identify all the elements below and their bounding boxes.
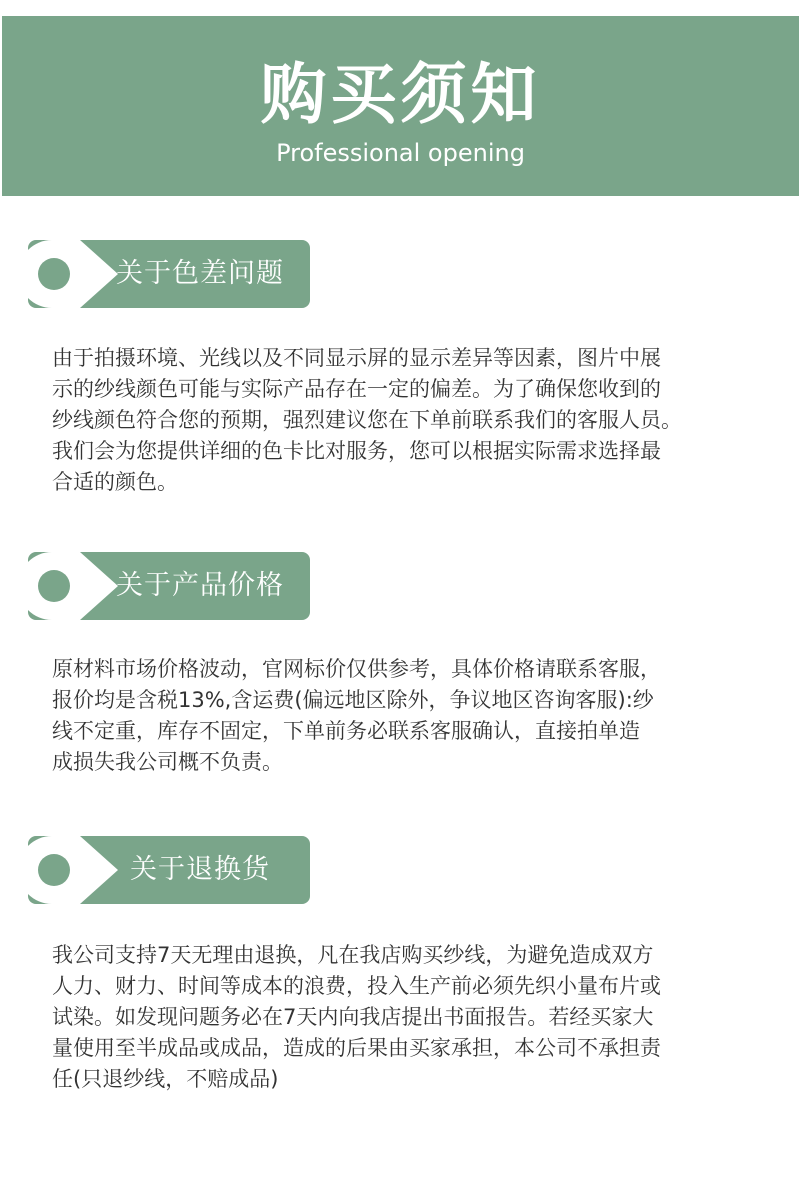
- circle-bullet-icon: [38, 854, 70, 886]
- section-heading-price: [18, 552, 310, 622]
- text-line: 合适的颜色。: [52, 470, 178, 494]
- text-line: 人力、财力、时间等成本的浪费，投入生产前必须先织小量布片或: [52, 974, 661, 998]
- text-line: 由于拍摄环境、光线以及不同显示屏的显示差异等因素，图片中展: [52, 346, 661, 370]
- text-line: 纱线颜色符合您的预期，强烈建议您在下单前联系我们的客服人员。: [52, 408, 682, 432]
- circle-bullet-icon: [38, 258, 70, 290]
- text-line: 我公司支持7天无理由退换，凡在我店购买纱线，为避免造成双方: [52, 943, 654, 967]
- section-heading-color-difference: [18, 240, 310, 310]
- text-line: 原材料市场价格波动，官网标价仅供参考，具体价格请联系客服，: [52, 657, 661, 681]
- circle-bullet-icon: [38, 570, 70, 602]
- text-line: 示的纱线颜色可能与实际产品存在一定的偏差。为了确保您收到的: [52, 377, 661, 401]
- section-heading-label: 关于色差问题: [116, 258, 284, 289]
- section-body-price: [52, 654, 762, 778]
- text-line: 量使用至半成品或成品，造成的后果由买家承担，本公司不承担责: [52, 1036, 661, 1060]
- section-body-returns: [52, 940, 762, 1095]
- text-line: 我们会为您提供详细的色卡比对服务，您可以根据实际需求选择最: [52, 439, 661, 463]
- section-body-color-difference: [52, 343, 762, 498]
- section-heading-label: 关于退换货: [130, 854, 270, 885]
- text-line: 试染。如发现问题务必在7天内向我店提出书面报告。若经买家大: [52, 1005, 654, 1029]
- section-heading-returns: [18, 836, 310, 906]
- page-subtitle: Professional opening: [276, 139, 525, 167]
- text-line: 线不定重，库存不固定，下单前务必联系客服确认，直接拍单造: [52, 719, 640, 743]
- page-header: [2, 16, 799, 196]
- text-line: 成损失我公司概不负责。: [52, 750, 283, 774]
- section-heading-label: 关于产品价格: [116, 570, 284, 601]
- page-title: 购买须知: [260, 56, 541, 133]
- text-line: 报价均是含税13%,含运费(偏远地区除外，争议地区咨询客服):纱: [52, 688, 654, 712]
- text-line: 任(只退纱线，不赔成品): [52, 1067, 279, 1091]
